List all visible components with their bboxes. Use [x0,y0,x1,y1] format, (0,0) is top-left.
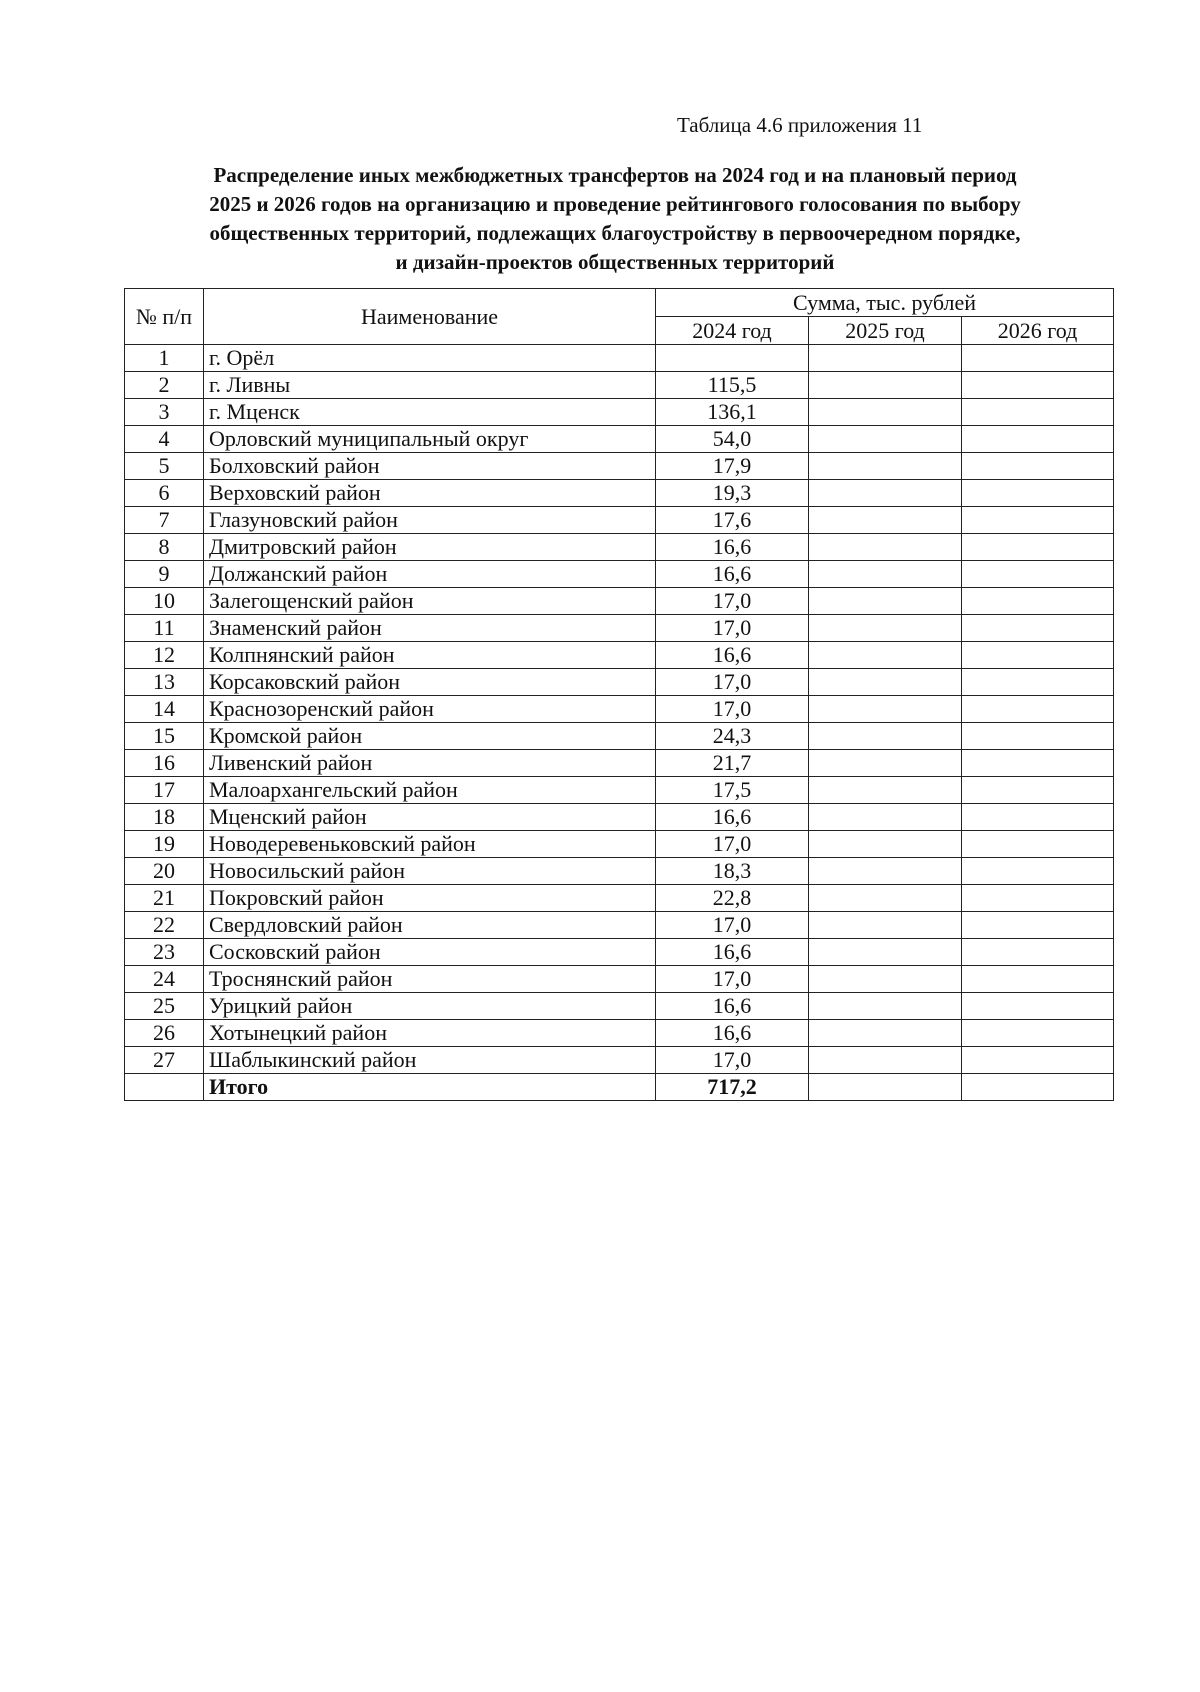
row-name: Хотынецкий район [204,1020,656,1047]
row-value-2025 [809,588,962,615]
row-value-2026 [962,534,1114,561]
row-number: 2 [125,372,204,399]
table-row [125,507,1114,534]
row-value-2024: 115,5 [656,372,809,399]
row-value-2026 [962,885,1114,912]
row-number: 13 [125,669,204,696]
table-row [125,723,1114,750]
row-value-2026 [962,993,1114,1020]
total-row [125,1074,1114,1101]
row-number: 5 [125,453,204,480]
table-row [125,858,1114,885]
table-row [125,1047,1114,1074]
row-value-2024: 22,8 [656,885,809,912]
row-value-2025 [809,372,962,399]
row-value-2024: 16,6 [656,1020,809,1047]
row-value-2025 [809,831,962,858]
table-row [125,372,1114,399]
row-name: Знаменский район [204,615,656,642]
row-number: 10 [125,588,204,615]
row-value-2025 [809,912,962,939]
row-name: Малоархангельский район [204,777,656,804]
total-value-2024: 717,2 [656,1074,809,1101]
row-name: Должанский район [204,561,656,588]
row-value-2024: 21,7 [656,750,809,777]
row-value-2025 [809,561,962,588]
row-value-2026 [962,642,1114,669]
row-value-2025 [809,993,962,1020]
row-value-2025 [809,669,962,696]
row-number: 1 [125,345,204,372]
table-row [125,777,1114,804]
row-number: 26 [125,1020,204,1047]
row-number: 18 [125,804,204,831]
table-caption: Таблица 4.6 приложения 11 [677,113,923,137]
row-value-2024: 17,0 [656,912,809,939]
row-value-2025 [809,966,962,993]
row-number: 21 [125,885,204,912]
row-number: 24 [125,966,204,993]
row-value-2026 [962,804,1114,831]
row-value-2026 [962,858,1114,885]
header-sum-group: Сумма, тыс. рублей [656,289,1114,317]
row-value-2025 [809,804,962,831]
row-value-2024: 16,6 [656,804,809,831]
table-row [125,453,1114,480]
row-value-2026 [962,345,1114,372]
table-row [125,561,1114,588]
row-value-2026 [962,426,1114,453]
row-value-2025 [809,426,962,453]
row-value-2025 [809,507,962,534]
row-name: Свердловский район [204,912,656,939]
row-value-2026 [962,723,1114,750]
row-name: Корсаковский район [204,669,656,696]
row-name: г. Орёл [204,345,656,372]
title-line: и дизайн-проектов общественных территорий [395,250,835,274]
header-year-2026: 2026 год [962,317,1114,345]
row-value-2026 [962,453,1114,480]
table-body [125,345,1114,1101]
total-label: Итого [204,1074,656,1101]
row-number: 25 [125,993,204,1020]
row-value-2026 [962,777,1114,804]
row-number: 27 [125,1047,204,1074]
header-name: Наименование [204,289,656,345]
row-name: Покровский район [204,885,656,912]
row-value-2025 [809,453,962,480]
row-number: 6 [125,480,204,507]
row-value-2024: 17,0 [656,1047,809,1074]
table-row [125,966,1114,993]
table-row [125,912,1114,939]
row-value-2026 [962,912,1114,939]
table-row [125,1020,1114,1047]
row-value-2024: 18,3 [656,858,809,885]
row-value-2025 [809,480,962,507]
row-value-2024: 16,6 [656,534,809,561]
row-value-2024: 17,9 [656,453,809,480]
row-value-2026 [962,1047,1114,1074]
row-name: Залегощенский район [204,588,656,615]
row-name: Новодеревеньковский район [204,831,656,858]
total-value-2025 [809,1074,962,1101]
row-name: г. Мценск [204,399,656,426]
row-name: Троснянский район [204,966,656,993]
row-number: 8 [125,534,204,561]
table-row [125,534,1114,561]
table-row [125,696,1114,723]
row-name: Урицкий район [204,993,656,1020]
row-value-2024: 16,6 [656,993,809,1020]
header-year-2024: 2024 год [656,317,809,345]
table-row [125,480,1114,507]
row-name: Кромской район [204,723,656,750]
table-row [125,345,1114,372]
table-row [125,993,1114,1020]
row-value-2025 [809,885,962,912]
row-value-2025 [809,696,962,723]
row-value-2025 [809,939,962,966]
row-value-2025 [809,345,962,372]
row-value-2026 [962,507,1114,534]
row-value-2025 [809,723,962,750]
row-value-2026 [962,939,1114,966]
table-row [125,642,1114,669]
row-name: Болховский район [204,453,656,480]
row-value-2025 [809,1020,962,1047]
row-value-2025 [809,615,962,642]
row-value-2026 [962,588,1114,615]
row-value-2026 [962,696,1114,723]
title-line: Распределение иных межбюджетных трансфертов на 2024 год и на плановый период [213,163,1017,187]
title-line: 2025 и 2026 годов на организацию и проведение рейтингового голосования по выбору [209,192,1021,216]
row-name: Краснозоренский район [204,696,656,723]
table-row [125,399,1114,426]
total-value-2026 [962,1074,1114,1101]
row-value-2026 [962,750,1114,777]
table-row [125,885,1114,912]
row-value-2024: 16,6 [656,642,809,669]
row-name: Глазуновский район [204,507,656,534]
row-name: Сосковский район [204,939,656,966]
row-value-2024 [656,345,809,372]
row-number: 3 [125,399,204,426]
row-value-2025 [809,642,962,669]
row-name: Колпнянский район [204,642,656,669]
row-value-2024: 17,6 [656,507,809,534]
row-value-2024: 17,0 [656,615,809,642]
row-value-2026 [962,1020,1114,1047]
row-number: 15 [125,723,204,750]
row-value-2024: 19,3 [656,480,809,507]
row-number: 14 [125,696,204,723]
row-number: 11 [125,615,204,642]
row-number: 17 [125,777,204,804]
row-value-2024: 17,0 [656,696,809,723]
row-value-2026 [962,480,1114,507]
header-year-2025: 2025 год [809,317,962,345]
table-row [125,669,1114,696]
row-value-2024: 54,0 [656,426,809,453]
table-row [125,804,1114,831]
title-line: общественных территорий, подлежащих благоустройству в первоочередном порядке, [209,221,1021,245]
row-value-2026 [962,561,1114,588]
row-value-2025 [809,534,962,561]
row-number: 12 [125,642,204,669]
row-number: 20 [125,858,204,885]
row-value-2025 [809,777,962,804]
row-number: 23 [125,939,204,966]
table-row [125,831,1114,858]
table-row [125,750,1114,777]
row-value-2025 [809,1047,962,1074]
row-name: Новосильский район [204,858,656,885]
document-title [128,161,1102,277]
row-value-2026 [962,399,1114,426]
row-number: 16 [125,750,204,777]
row-value-2024: 17,5 [656,777,809,804]
row-name: г. Ливны [204,372,656,399]
row-number: 7 [125,507,204,534]
row-value-2024: 17,0 [656,966,809,993]
row-value-2025 [809,399,962,426]
table-row [125,939,1114,966]
row-number: 19 [125,831,204,858]
row-value-2024: 17,0 [656,669,809,696]
row-value-2026 [962,669,1114,696]
total-number [125,1074,204,1101]
row-value-2025 [809,858,962,885]
row-name: Мценский район [204,804,656,831]
row-value-2024: 16,6 [656,561,809,588]
header-num: № п/п [125,289,204,345]
table-row [125,615,1114,642]
row-number: 22 [125,912,204,939]
row-value-2024: 24,3 [656,723,809,750]
table-row [125,588,1114,615]
row-number: 9 [125,561,204,588]
row-value-2026 [962,372,1114,399]
table-row [125,426,1114,453]
row-value-2024: 136,1 [656,399,809,426]
row-value-2026 [962,831,1114,858]
row-number: 4 [125,426,204,453]
row-value-2024: 16,6 [656,939,809,966]
transfers-table [124,288,1114,1101]
row-name: Шаблыкинский район [204,1047,656,1074]
row-value-2024: 17,0 [656,831,809,858]
row-name: Верховский район [204,480,656,507]
row-name: Орловский муниципальный округ [204,426,656,453]
row-name: Ливенский район [204,750,656,777]
row-name: Дмитровский район [204,534,656,561]
row-value-2026 [962,615,1114,642]
row-value-2026 [962,966,1114,993]
row-value-2025 [809,750,962,777]
row-value-2024: 17,0 [656,588,809,615]
